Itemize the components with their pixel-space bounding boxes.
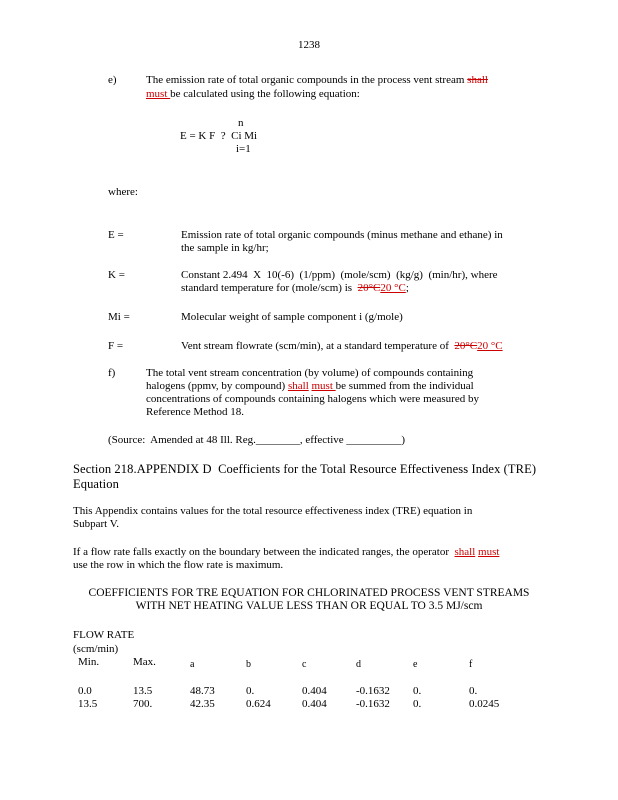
- table-cell: 13.5: [133, 685, 153, 697]
- column-header-c: c: [302, 659, 307, 670]
- paragraph-boundary: If a flow rate falls exactly on the boundary between the indicated ranges, the operator shall must use the row in which the flow rate is maximum.: [73, 546, 500, 571]
- table-cell: 0.: [246, 685, 255, 697]
- table-cell: -0.1632: [356, 698, 390, 710]
- item-f-line4: Reference Method 18.: [146, 406, 245, 418]
- table-cell: 48.73: [190, 685, 215, 697]
- def-e-line2: the sample in kg/hr;: [181, 242, 269, 254]
- section-heading: Section 218.APPENDIX D Coefficients for the Total Resource Effectiveness Index (TRE) Equation: [73, 462, 537, 491]
- item-e-line2: must be calculated using the following equation:: [146, 88, 360, 100]
- column-header-max: Max.: [133, 656, 156, 668]
- table-cell: -0.1632: [356, 685, 390, 697]
- table-cell: 13.5: [78, 698, 98, 710]
- def-k-line2: standard temperature for (mole/scm) is 20°C20 °C;: [181, 282, 409, 294]
- table-cell: 0.: [413, 685, 422, 697]
- def-k-symbol: K =: [108, 269, 125, 281]
- table-cell: 0.: [469, 685, 478, 697]
- table-cell: 0.0245: [469, 698, 500, 710]
- def-f-symbol: F =: [108, 340, 124, 352]
- flow-rate-unit: (scm/min): [73, 643, 119, 655]
- equation-upper-limit: n: [238, 117, 244, 129]
- inserted-text: 20 °C: [380, 282, 406, 294]
- equation-main: E = K F ? Ci Mi: [180, 130, 258, 142]
- inserted-text: 20 °C: [477, 340, 503, 352]
- inserted-text: shall: [454, 546, 476, 558]
- where-label: where:: [108, 186, 138, 198]
- def-k-line1: Constant 2.494 X 10(-6) (1/ppm) (mole/scm) (kg/g) (min/hr), where: [181, 269, 498, 281]
- table-cell: 0.404: [302, 698, 327, 710]
- flow-rate-label: FLOW RATE: [73, 629, 135, 641]
- inserted-text: must: [478, 546, 500, 558]
- column-header-b: b: [246, 659, 251, 670]
- item-f-line2: halogens (ppmv, by compound) shall must be summed from the individual: [146, 380, 474, 392]
- inserted-text: shall: [287, 380, 309, 392]
- item-e-line1: The emission rate of total organic compounds in the process vent stream shall: [146, 74, 488, 86]
- table-cell: 0.: [413, 698, 422, 710]
- item-f-line1: The total vent stream concentration (by volume) of compounds containing: [146, 367, 474, 379]
- source-note: (Source: Amended at 48 Ill. Reg.________, effective __________): [108, 434, 406, 446]
- column-header-min: Min.: [78, 656, 100, 668]
- paragraph-appendix: This Appendix contains values for the total resource effectiveness index (TRE) equation in Subpart V.: [73, 505, 473, 530]
- deleted-text: 20°C: [357, 282, 381, 294]
- table-cell: 0.404: [302, 685, 327, 697]
- deleted-text: shall: [467, 74, 488, 86]
- table-title: COEFFICIENTS FOR TRE EQUATION FOR CHLORINATED PROCESS VENT STREAMS WITH NET HEATING VALUE LESS THAN OR EQUAL TO 3.5 MJ/scm: [88, 587, 530, 612]
- column-header-a: a: [190, 659, 195, 670]
- page-number: 1238: [298, 39, 320, 51]
- deleted-text: 20°C: [454, 340, 478, 352]
- equation-lower-limit: i=1: [236, 143, 251, 155]
- column-header-f: f: [469, 659, 473, 670]
- inserted-text: must: [146, 88, 171, 100]
- def-e-symbol: E =: [108, 229, 124, 241]
- def-mi-line1: Molecular weight of sample component i (g/mole): [181, 311, 403, 323]
- table-cell: 0.0: [78, 685, 92, 697]
- item-f-line3: concentrations of compounds containing halogens which were measured by: [146, 393, 479, 405]
- column-header-d: d: [356, 659, 361, 670]
- column-header-e: e: [413, 659, 418, 670]
- def-e-line1: Emission rate of total organic compounds (minus methane and ethane) in: [181, 229, 503, 241]
- def-mi-symbol: Mi =: [108, 311, 130, 323]
- table-cell: 42.35: [190, 698, 215, 710]
- def-f-line1: Vent stream flowrate (scm/min), at a standard temperature of 20°C20 °C: [181, 340, 503, 352]
- item-f-label: f): [108, 367, 116, 379]
- table-cell: 0.624: [246, 698, 271, 710]
- item-e-label: e): [108, 74, 117, 86]
- table-cell: 700.: [133, 698, 153, 710]
- inserted-text: must: [311, 380, 336, 392]
